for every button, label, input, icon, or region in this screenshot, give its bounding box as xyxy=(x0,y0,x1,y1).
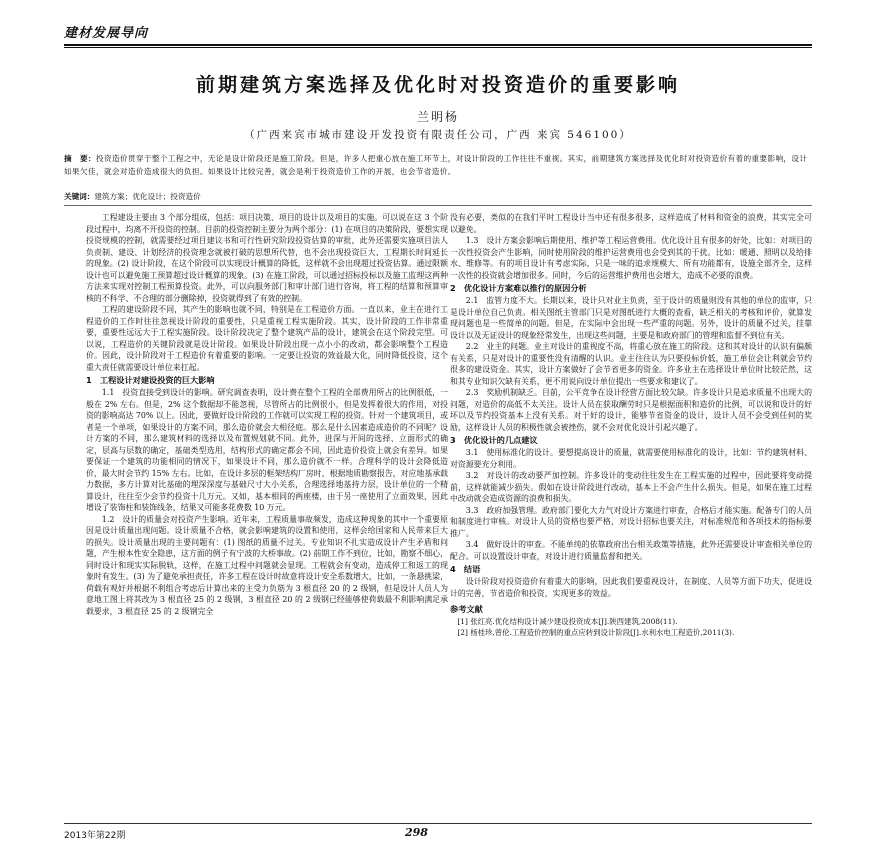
header-rule-thin xyxy=(64,47,812,48)
page-number: 298 xyxy=(405,826,428,839)
body-paragraph: 设计阶段对投资造价有着重大的影响，因此我们要重视设计，在制度、人员等方面下功夫，促进设计的完善，节省造价和投资，实现更多的效益。 xyxy=(450,577,812,598)
keywords-text: 建筑方案；优化设计；投资造价 xyxy=(94,192,201,201)
body-paragraph: 1.3 设计方案会影响后期使用、维护等工程运营费用。优化设计且有很多的好处，比如：对项目的一次性投资会产生影响，同时使用阶段的维护运营费用也会受到其的干扰。比如：暖通、照明以及给排水、维修等。有的项目设计有考虑实际，只是一味的追求规模大、所有功能都有，设施全部齐全，这样一次性的投资就会增加很多。同时，今后的运营维护费用也会增大，造成不必要的浪费。 xyxy=(450,236,812,280)
header-rule xyxy=(64,44,812,46)
keywords xyxy=(64,191,814,203)
reference-item: [2] 杨桂珍,曾伦.工程造价控制的重点应转到设计阶段[J].水利水电工程造价,2011(3). xyxy=(457,628,735,637)
body-paragraph: 工程建设主要由 3 个部分组成，包括：项目决策、项目的设计以及项目的实施。可以说在这 3 个阶段过程中，均离不开投资的控制。目前的投资控制主要分为两个部分：(1) 在项目的决策阶段，要想实现投资规模的控制，就需要经过项目建议书和可行性研究阶段投资估算的审批，此外还需要实施项目法人负责制、建设、计划经济的投资理念就被打破的思想所代替，也不会出现投资巨大、工程期长时间延长的现象。(2) 设计阶段，在这个阶段可以实现设计概算的降低，这样就不会出现超过投资估算。通过限额设计也可以避免施工预算超过设计概算的现象。(3) 在施工阶段，可以通过招标投标以及施工监理这两种方法来实现对控制工程预算投资。此外，可以向服务部门和审计部门进行咨询，将工程的结算和预算审核的不科学、不合理的部分删除掉，投资就得到了有效的控制。 xyxy=(86,213,448,303)
body-paragraph: 1.1 投资直接受到设计的影响。研究调查表明，设计费在整个工程的全部费用所占的比例很低，一般在 2% 左右。但是，2% 这个数据却不能忽视，尽管所占的比例很小，但是发挥着很大的作用，对投资的影响高达 70% 以上。因此，要做好设计阶段的工作就可以实现工程的投资。针对一个建筑项目，或者是一个单项，如果设计的方案不同，那么造价就会大相径庭。那么是什么因素造成造价的不同呢？设计方案的不同，那么建筑材料的选择以及布置规划就不同。此外，进深与开间的选择、立面形式的确定，层高与层数的确定，基础类型选用，结构形式的确定都会不同，因此造价投资上就会有差异。如果要保证一个建筑的功能相同的情况下，如果设计不同，那么造价就不一样。合理科学的设计会降低造价，最大时会节约 15% 左右。比如，在设计多层的框架结构厂房时，根据地质勘察报告，对应地基承载力数据，多方计算对比基础的埋深深度与基础尺寸大小关系，合理选择地基持力层，设计单位的一个精算设计，往往至少会节约投资十几万元。又如，基本相同的两座楼，由于另一座使用了立面效果，因此增设了装饰柱和装饰线条，结果又可能多花费数 10 万元。 xyxy=(86,388,448,512)
keywords-label: 关键词： xyxy=(64,192,95,201)
section-heading: 2 优化设计方案难以推行的原因分析 xyxy=(450,283,587,293)
abstract xyxy=(64,152,814,178)
abstract-label: 摘 要： xyxy=(64,154,96,163)
body-column-left xyxy=(86,212,448,809)
article-author: 兰明杨 xyxy=(416,110,459,124)
reference-item: [1] 张红亮.优化结构设计减少建设投资成本[J].陕西建筑,2008(11). xyxy=(457,617,678,626)
references-heading: 参考文献 xyxy=(450,604,483,614)
footer-rule xyxy=(64,823,812,824)
body-paragraph: 2.1 监管力度不大。长期以来，设计只对业主负责，至于设计的质量则没有其他的单位的监审，只是设计单位自己负责。相关图纸主管部门只是对图纸进行大概的查看，缺乏相关的考核和评价，就算发现问题也是一些简单的问题。但是，在实际中会出现一些严重的问题。另外，设计的质量不过关，挂靠设计以及无证设计的现象经常发生，出现这些问题，主要是和政府部门的管理和监督不到位有关。 xyxy=(450,296,812,340)
body-paragraph: 3.2 对设计的改动要严加控制。许多设计的变动往往发生在工程实施的过程中，因此要将变动提前，这样就能减少损失。假如在设计阶段进行改动，基本上不会产生什么损失。但是，如果在施工过程中改动就会造成资源的浪费和损失。 xyxy=(450,471,812,503)
abstract-text: 投资造价贯穿于整个工程之中，无论是设计阶段还是施工阶段。但是，许多人把重心放在施工环节上，对设计阶段的工作往往不重视。其实，前期建筑方案选择及优化时对投资造价有着的重要影响，设计如果欠佳，就会对造价造成很大的负担。如果设计比较完善，就会是利于投资造价工作的开展，也会节省造价。 xyxy=(64,154,808,176)
author-affiliation: （广西来宾市城市建设开发投资有限责任公司，广西 来宾 546100） xyxy=(244,129,632,141)
keywords-rule xyxy=(64,205,812,206)
body-column-right xyxy=(450,212,812,809)
issue-label: 2013年第22期 xyxy=(64,831,126,841)
body-paragraph: 没有必要，类似的在我们平时工程设计当中还有很多很多，这样造成了材料和资金的浪费，其实完全可以避免。 xyxy=(450,213,812,234)
body-paragraph: 1.2 设计的质量会对投资产生影响。近年来，工程质量事故频发，造成这种现象的其中一个重要原因是设计质量出现问题。设计质量不合格，就会影响建筑的设置和使用，这样会给国家和人民带来巨大的损失。设计质量出现的主要问题有：(1) 图纸的质量不过关。专业知识不扎实造成设计产生矛盾和问题，产生根本性安全隐患，这方面的例子有宁波的大桥事故。(2) 前期工作不到位，比如，勘察不细心，同时设计和现实实际脱轨，这样，在施工过程中问题就会显现。工程就会有变动，造成停工和返工的现象时有发生。(3) 为了避免承担责任，许多工程在设计时故意将设计安全系数增大，比如，一条悬挑梁，荷载有观好并根据不利组合考虑后计算出来的主受力负筋为 3 根直径 20 的 2 级钢，但是设计人员人为意地工图上将其改为 3 根直径 25 的 2 级钢，3 根直径 20 的 2 级钢已经能够使荷载最不利影响满足承载要求，3 根直径 25 的 2 级钢完全 xyxy=(86,514,448,616)
body-paragraph: 3.3 政府加强管理。政府部门要化大力气对设计方案进行审查，合格后才能实施。配备专门的人员和制度进行审核。对设计人员的资格也要严格，对设计招标也要关注，对标准规范和各项技术的指标要推广。 xyxy=(450,505,812,538)
body-paragraph: 2.3 奖励机制缺乏。目前，公平竞争在设计经营方面比较欠缺。许多设计只是追求质量不出现大的问题，对造价的高低不太关注。设计人员在获取酬劳时只是根据面积和造价的比例，可以说和设计的好坏以及节约投资基本上没有关系。对于好的设计，能够节省资金的设计，设计人员不会受到任何的奖励，这样设计人员的积极性就会被挫伤，就不会对优化设计引起兴趣了。 xyxy=(450,388,812,432)
body-paragraph: 3.4 做好设计的审查。不能单纯的依靠政府出台相关政策等措施，此外还需要设计审查相关单位的配合。可以设置设计审查，对设计进行质量监督和把关。 xyxy=(450,540,812,561)
section-heading: 1 工程设计对建设投资的巨大影响 xyxy=(86,375,215,385)
body-paragraph: 2.2 业主的问题。业主对设计的重视度不高，将重心放在施工的阶段。这和其对设计的认识有偏颇有关系，只是对设计的重要性没有清醒的认识。业主往往认为只要投标价低，施工单位会让利就会节约很多的建设资金。其实，设计方案做好了会节省更多的资金。许多业主在选择设计单位时比较茫然，这和其专业知识欠缺有关系，更不用说向设计单位提出一些要求和建议了。 xyxy=(450,342,812,386)
body-paragraph: 工程的建设阶段不同，其产生的影响也就不同，特别是在工程造价方面。一直以来，业主在进行工程造价的工作时往往忽视设计阶段的重要性，只是重视工程实施阶段。其实，设计阶段的工作非常重要，重要性远远大于工程实施阶段。设计阶段决定了整个建筑产品的设计，建筑会在这个阶段完型。可以说，工程造价的关键阶段就是设计阶段。如果设计阶段出现一点小小的改动，都会影响整个工程造价。因此，设计阶段对于工程造价有着重要的影响。一定要让投资的效益最大化，同时降低投资，这个重大责任就需要设计单位来扛起。 xyxy=(86,305,448,372)
section-heading: 3 优化设计的几点建议 xyxy=(450,435,538,445)
section-heading: 4 结语 xyxy=(450,564,481,574)
journal-name: 建材发展导向 xyxy=(64,26,149,41)
body-paragraph: 3.1 使用标准化的设计。要想提高设计的质量，就需要使用标准化的设计，比如：节约建筑材料、对资源要充分利用。 xyxy=(450,448,812,469)
article-title: 前期建筑方案选择及优化时对投资造价的重要影响 xyxy=(195,74,680,96)
